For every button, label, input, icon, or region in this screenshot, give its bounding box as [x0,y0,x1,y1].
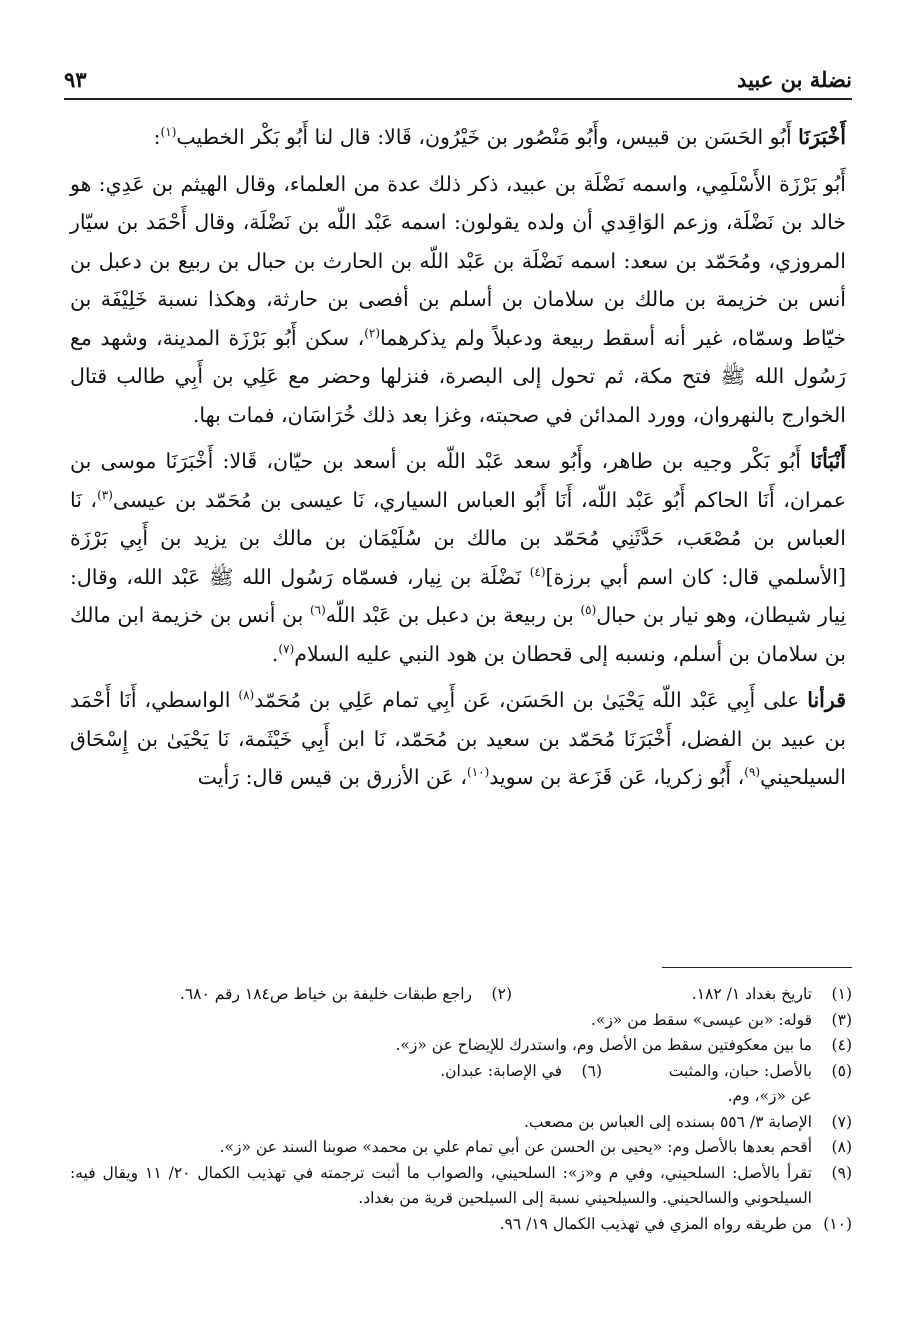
footnote-number: (٣) [831,1010,852,1029]
text-run: بن أنس بن خزيمة ابن مالك بن سلامان بن أسلم، ونسبه إلى قحطان بن هود النبي عليه السلام [70,603,846,666]
footnote-separator [662,967,852,968]
footnote-row [70,1059,852,1110]
footnote-3 [70,1008,852,1034]
footnotes [70,982,852,1237]
footnote-ref[interactable]: (٣) [97,487,113,502]
text-run: ، سكن أَبُو بَرْزَة المدينة، وشهد مع رَسُول الله ﷺ فتح مكة، ثم تحول إلى البصرة، فنزلها وحضر مع عَلِي بن أَبِي طالب قتال الخوارج بالنهروان، وورد المدائن في صحبته، وغزا بعد ذلك خُرَاسَان، فمات بها. [70,325,846,427]
footnote-10 [70,1212,852,1238]
footnote-text: قوله: «بن عيسى» سقط من «ز». [590,1010,812,1029]
footnote-number: (٨) [831,1138,852,1156]
footnote-6 [440,1059,602,1110]
footnote-ref[interactable]: (٩) [744,765,761,780]
text-run: على أَبِي عَبْد اللّه يَحْيَىٰ بن الحَسَن، عَن أَبِي تمام عَلِي بن مُحَمّد [254,688,808,712]
lead-word: أَخْبَرَنَا [798,125,846,149]
footnote-ref[interactable]: (٢) [364,325,381,340]
footnote-1 [512,982,852,1008]
footnote-ref[interactable]: (٤) [529,564,546,579]
paragraph-4 [70,681,846,797]
footnote-text: في الإصابة: عبدان. [440,1061,562,1080]
paragraph-2 [70,165,846,435]
footnote-number: (٩) [831,1163,852,1182]
footnote-text: تقرأ بالأصل: السلحيني، وفي م و«ز»: السلحيني، والصواب ما أثبت ترجمته في تهذيب الكمال ٢٠/ ١١ ويقال فيه: السيلحوني والسالحيني. والسيلحيني نسبة إلى السيلحين قرية من بغداد. [70,1163,812,1207]
text-run: ، عَن الأزرق بن قيس قال: رَأيت [197,765,468,789]
paragraph-3 [70,442,846,673]
text-run: أَبُو بَكْر وجيه بن طاهر، وأَبُو سعد عَبْد اللّه بن أسعد بن حيّان، قَالا: أَخْبَرَنَا موسى بن عمران، أَنَا الحاكم أَبُو عَبْد اللّه، أَنَا أَبُو العباس السياري، نَا عيسى بن مُحَمّد بن عيسى [70,449,846,512]
footnote-text: ما بين معكوفتين سقط من الأصل وم، واستدرك للإيضاح عن «ز». [395,1036,812,1054]
text-run: . [271,641,279,666]
footnote-number: (٤) [831,1036,852,1054]
footnote-text: تاريخ بغداد ١/ ١٨٢. [691,985,812,1003]
footnote-8 [70,1135,852,1161]
footnote-2 [180,982,512,1008]
footnote-number: (٦) [581,1061,602,1080]
footnote-ref[interactable]: (١٠) [467,765,490,780]
text-run: ، نَا العباس بن مُصْعَب، حَدَّثَنِي مُحَمّد بن مالك بن سُلَيْمَان بن مالك بن يزيد بن أَبِي بَرْزَة [الأسلمي قال: كان اسم أبي برزة] [70,487,847,589]
footnote-number: (١٠) [823,1214,852,1233]
footnote-text: أقحم بعدها بالأصل وم: «يحيى بن الحسن عن أبي تمام علي بن محمد» صوبنا السند عن «ز». [219,1138,812,1156]
footnote-7 [70,1110,852,1136]
footnote-number: (٥) [831,1061,852,1080]
footnote-text: الإصابة ٣/ ٥٥٦ بسنده إلى العباس بن مصعب. [523,1112,812,1131]
text-run: بن ربيعة بن دعبل بن عَبْد اللّه [325,603,581,627]
text-run: : [153,125,161,149]
footnote-ref[interactable]: (٦) [309,603,326,618]
footnote-text: راجع طبقات خليفة بن خياط ص١٨٤ رقم ٦٨٠. [179,985,472,1003]
footnote-ref[interactable]: (٨) [238,688,255,703]
lead-word: قرأنا [807,688,846,712]
footnote-9 [70,1161,852,1212]
running-header [64,58,852,100]
text-run: أَبُو بَرْزَة الأَسْلَمِي، واسمه نَضْلَة بن عبيد، ذكر ذلك عدة من العلماء، وقال الهيثم بن عَدِي: هو خالد بن نَضْلَة، وزعم الوَاقِدي أن ولده يقولون: اسمه عَبْد اللّه بن نَضْلَة، وقال أَحْمَد بن سيّار المروزي، ومُحَمّد بن سعد: اسمه نَضْلَة بن عَبْد اللّه بن الحارث بن حبال بن ربيع بن دعبل بن أنس بن خزيمة بن مالك بن سلامان بن أسلم بن أفصى بن حارثة، وهكذا نسبة خَلِيْفَة بن خيّاط وسمّاه، غير أنه أسقط ربيعة ودعبلاً ولم يذكرهما [70,171,846,350]
footnote-number: (٢) [491,985,512,1003]
page-number: ٩٣ [64,67,87,92]
footnote-5 [662,1059,852,1110]
footnote-row [70,982,852,1008]
lead-word: أَنْبَأنَا [810,449,846,473]
footnote-4 [70,1033,852,1059]
footnote-ref[interactable]: (٥) [580,603,597,618]
footnote-number: (٧) [831,1112,852,1131]
footnote-ref[interactable]: (١) [160,125,177,140]
text-run: الواسطي، أَنَا أَحْمَد بن عبيد بن الفضل، أَخْبَرَنَا مُحَمّد بن سعيد بن مُحَمّد، نَا ابن أَبِي خَيْثَمة، نَا يَحْيَىٰ بن إِسْحَاق السيلحيني [70,688,846,789]
text-run: نَضْلَة بن نِيار، فسمّاه رَسُول الله ﷺ عَبْد الله، وقال: نِيار شيطان، وهو نيار بن حبال [70,564,846,627]
footnote-number: (١) [831,985,852,1003]
text-run: أَبُو الحَسَن بن قبيس، وأَبُو مَنْصُور بن خَيْرُون، قَالا: قال لنا أَبُو بَكْر الخطيب [176,125,799,149]
main-text [70,118,846,797]
footnote-text: بالأصل: حبان، والمثبت عن «ز»، وم. [668,1061,812,1105]
footnote-ref[interactable]: (٧) [278,641,295,656]
footnote-text: من طريقه رواه المزي في تهذيب الكمال ١٩/ ٩٦. [499,1214,812,1233]
text-run: ، أَبُو زكريا، عَن قَزَعة بن سويد [489,765,745,789]
chapter-title: نضلة بن عبيد [737,67,852,92]
paragraph-1 [70,118,846,157]
